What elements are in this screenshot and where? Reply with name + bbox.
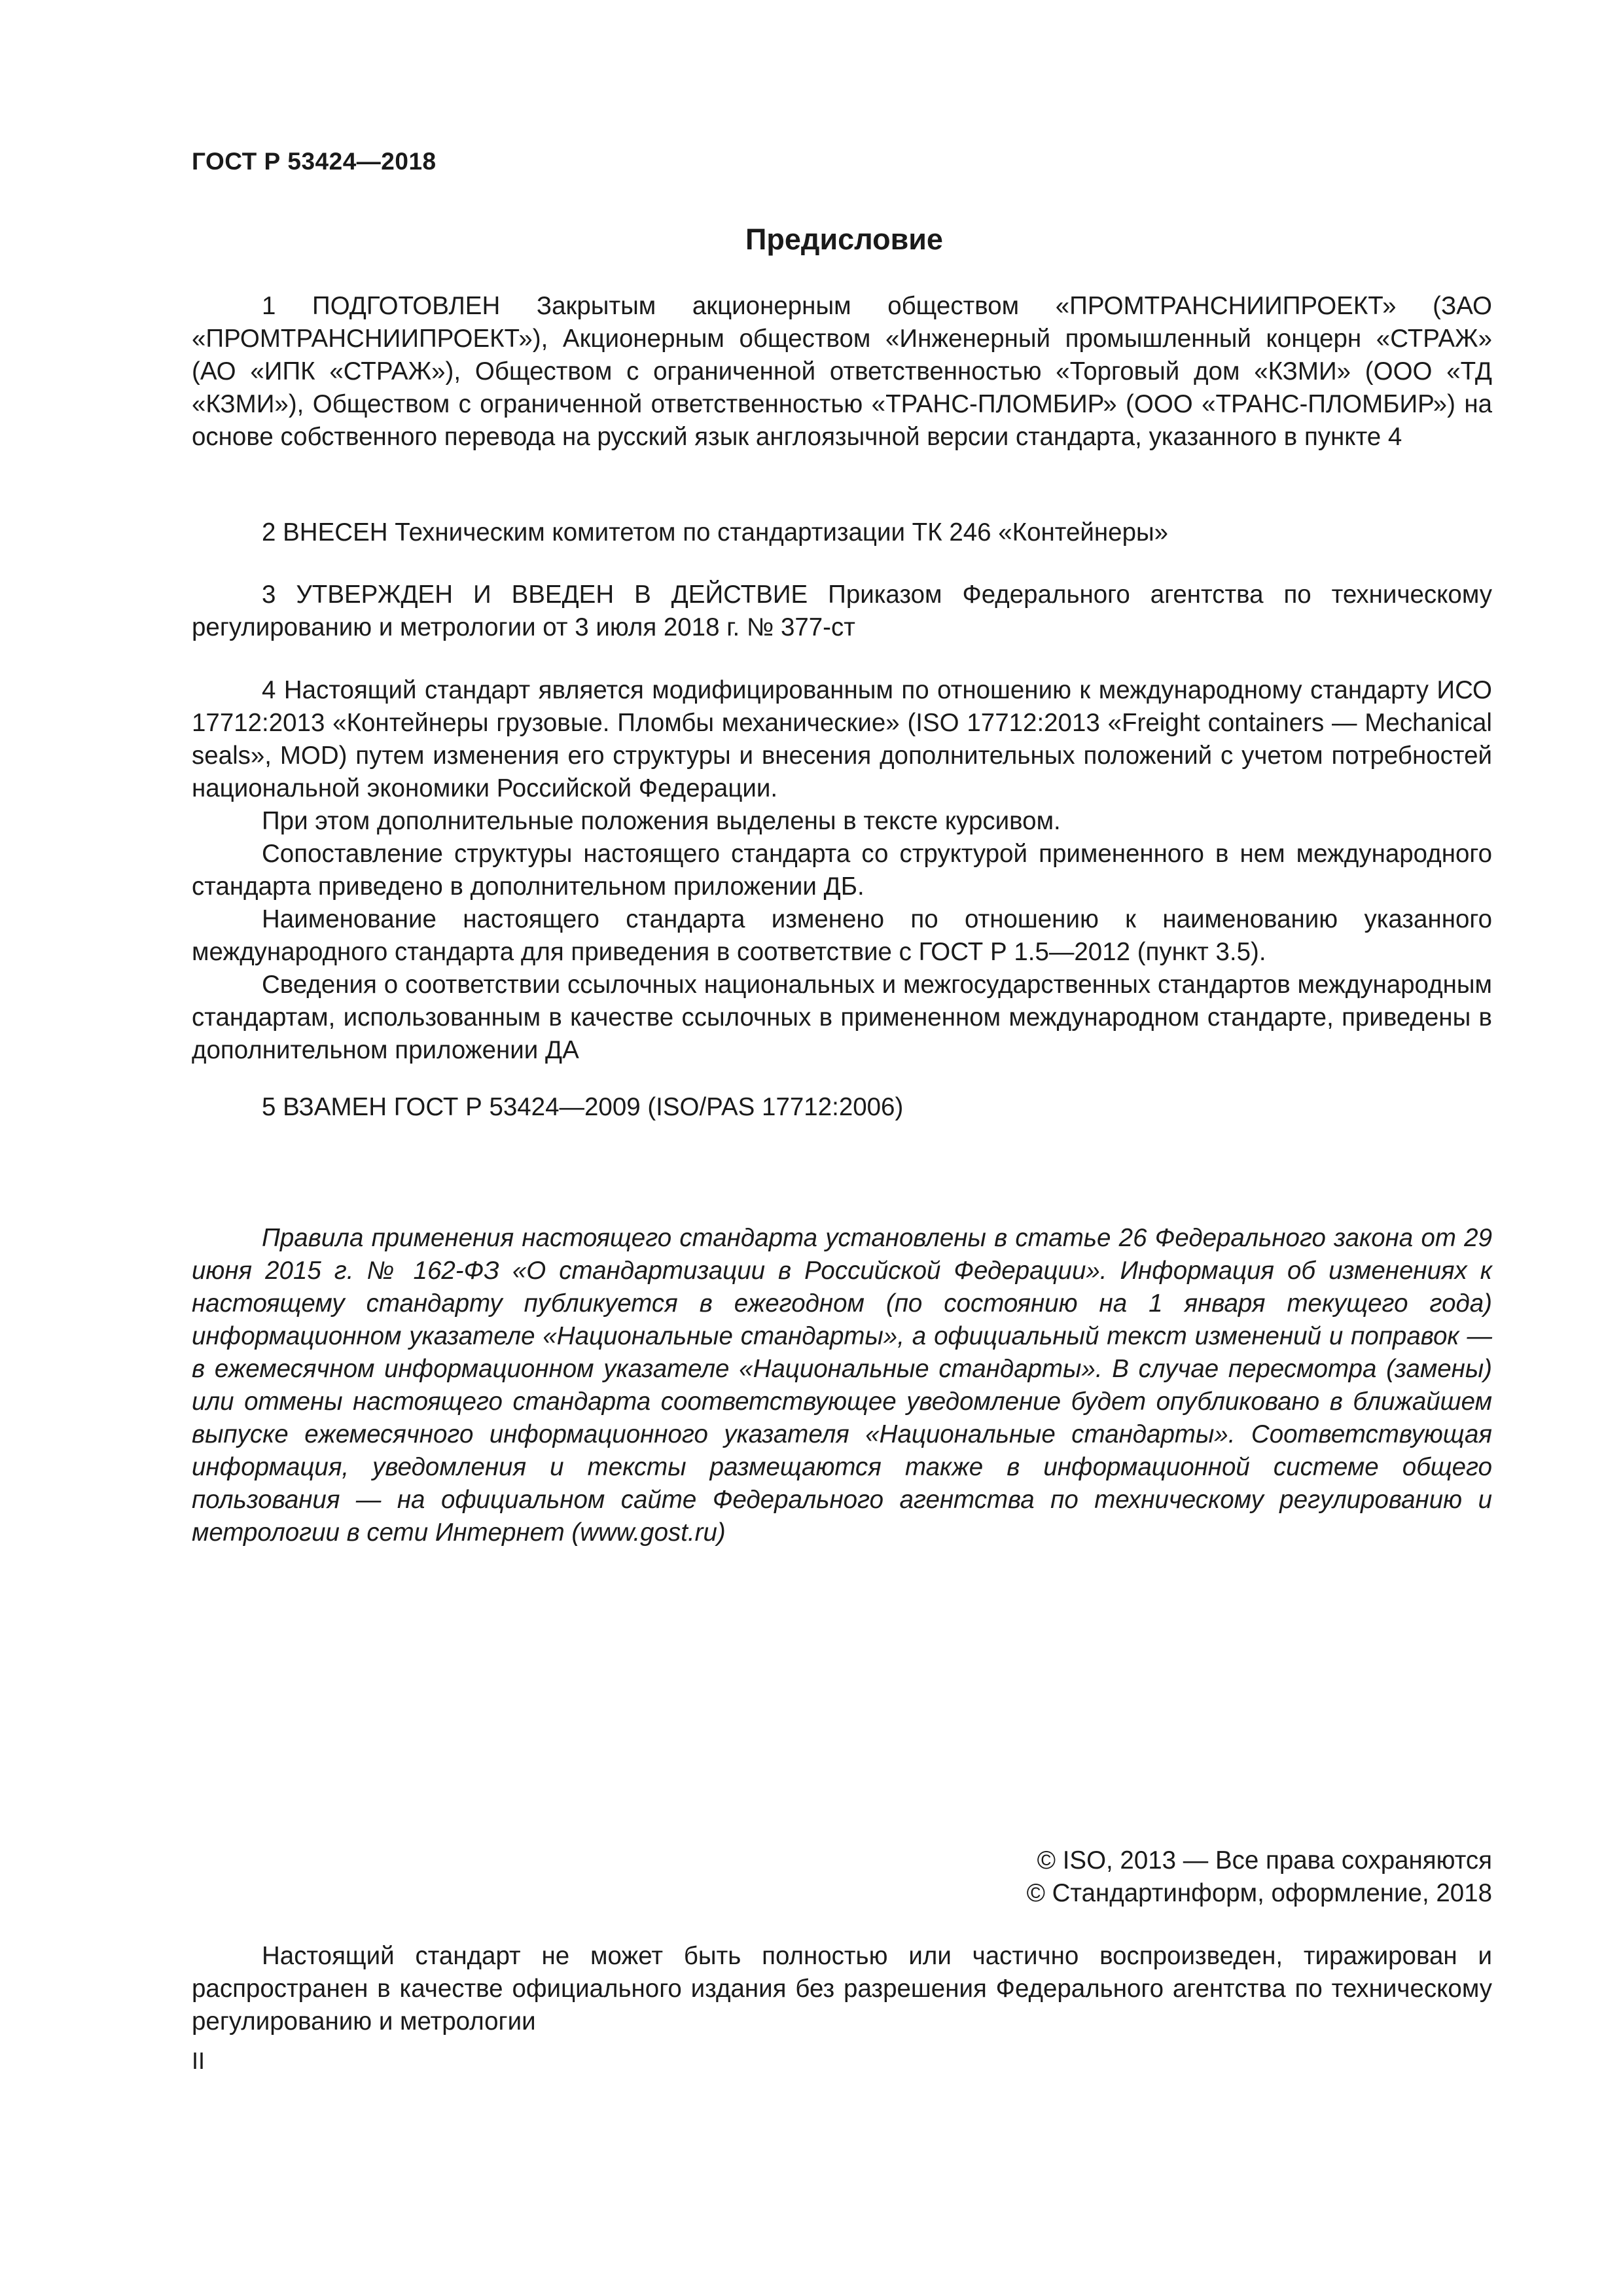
application-rules-notice: Правила применения настоящего стандарта установлены в статье 26 Федерального закона от 29 июня 2015 г. № 162-ФЗ «О стандартизации в Российской Федерации». Информация об изменениях к настоящему стандарту публикуется в ежегодном (по состоянию на 1 января текущего года) информационном указателе «Национальные стандарты», а официальный текст изменений и поправок — в ежемесячном информационном указателе «Национальные стандарты». В случае пересмотра (замены) или отмены настоящего стандарта соответствующее уведомление будет опубликовано в ближайшем выпуске ежемесячного информационного указателя «Национальные стандарты». Соответствующая информация, уведомления и тексты размещаются также в информационной системе общего пользования — на официальном сайте Федерального агентства по техническому регулированию и метрологии в сети Интернет (www.gost.ru) [192,1224,1492,1547]
preface-section-4-paragraph: 4 Настоящий стандарт является модифицированным по отношению к международному стандарту ИСО 17712:2013 «Контейнеры грузовые. Пломбы механические» (ISO 17712:2013 «Freight containers — Mechanical seals», MOD) путем изменения его структуры и внесения дополнительных положений с учетом потребностей национальной экономики Российской Федерации. [192,676,1492,802]
preface-section-5-text: 5 ВЗАМЕН ГОСТ Р 53424—2009 (ISO/PAS 17712:2006) [262,1093,904,1121]
preface-section-1 [192,290,1492,454]
preface-section-4-paragraph: Сопоставление структуры настоящего стандарта со структурой примененного в нем международного стандарта приведено в дополнительном приложении ДБ. [192,840,1492,901]
preface-section-3 [192,579,1492,644]
copyright-iso: © ISO, 2013 — Все права сохраняются [1037,1846,1492,1874]
reproduction-notice: Настоящий стандарт не может быть полностью или частично воспроизведен, тиражирован и распространен в качестве официального издания без разрешения Федерального агентства по техническому регулированию и метрологии [192,1942,1492,2036]
preface-section-4-paragraph: При этом дополнительные положения выделены в тексте курсивом. [262,807,1061,835]
page-number: II [192,2047,205,2074]
document-code-header: ГОСТ Р 53424—2018 [192,148,437,175]
copyright-standartinform: © Стандартинформ, оформление, 2018 [1026,1879,1492,1907]
preface-section-2-text: 2 ВНЕСЕН Техническим комитетом по стандартизации ТК 246 «Контейнеры» [262,518,1169,547]
copyright-block [1027,1844,1492,1910]
preface-section-4-paragraph: Наименование настоящего стандарта изменено по отношению к наименованию указанного международного стандарта для приведения в соответствие с ГОСТ Р 1.5—2012 (пункт 3.5). [192,905,1492,966]
preface-section-4 [192,674,1492,1067]
preface-section-1-text: 1 ПОДГОТОВЛЕН Закрытым акционерным обществом «ПРОМТРАНСНИИПРОЕКТ» (ЗАО «ПРОМТРАНСНИИПРОЕКТ»), Акционерным обществом «Инженерный промышленный концерн «СТРАЖ» (АО «ИПК «СТРАЖ»), Обществом с ограниченной ответственностью «Торговый дом «КЗМИ» (ООО «ТД «КЗМИ»), Обществом с ограниченной ответственностью «ТРАНС-ПЛОМБИР» (ООО «ТРАНС-ПЛОМБИР») на основе собственного перевода на русский язык англоязычной версии стандарта, указанного в пункте 4 [192,292,1492,451]
preface-section-4-paragraph: Сведения о соответствии ссылочных национальных и межгосударственных стандартов международным стандартам, использованным в качестве ссылочных в примененном международном стандарте, приведены в дополнительном приложении ДА [192,971,1492,1064]
preface-section-2 [192,516,1492,549]
preface-section-3-text: 3 УТВЕРЖДЕН И ВВЕДЕН В ДЕЙСТВИЕ Приказом Федерального агентства по техническому регулированию и метрологии от 3 июля 2018 г. № 377-ст [192,581,1492,641]
preface-title: Предисловие [745,223,943,256]
preface-section-5 [192,1091,1492,1124]
